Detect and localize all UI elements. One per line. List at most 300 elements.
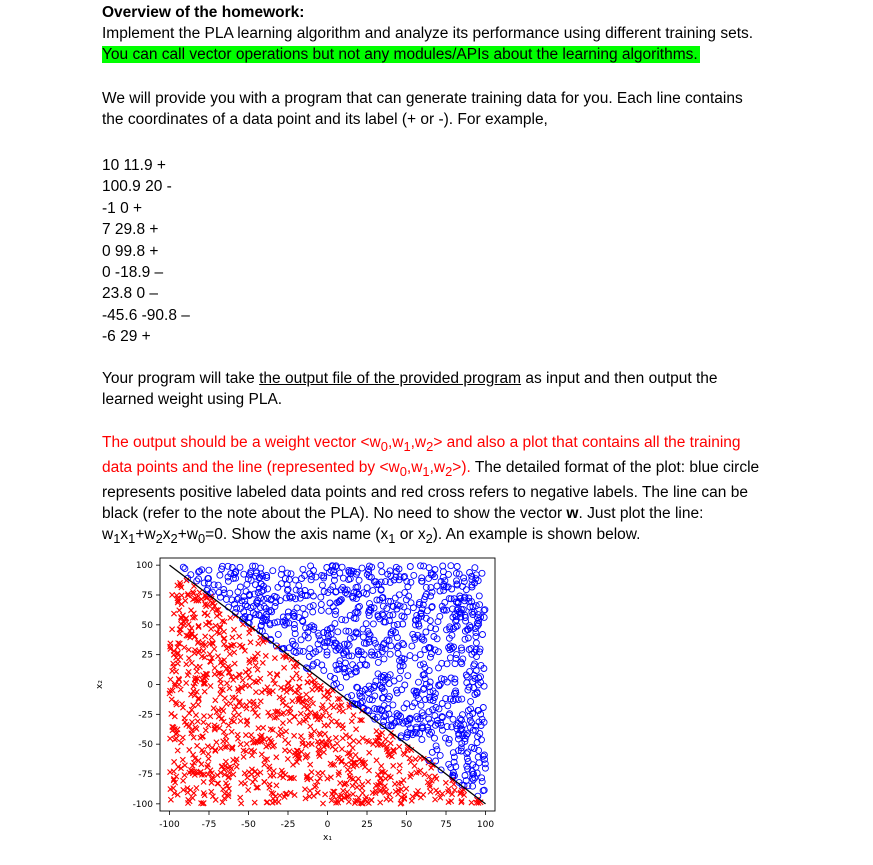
negative-point bbox=[170, 627, 175, 632]
negative-point bbox=[278, 727, 283, 732]
positive-point bbox=[482, 765, 488, 771]
negative-point bbox=[272, 656, 277, 661]
positive-point bbox=[479, 775, 485, 781]
negative-point bbox=[366, 779, 371, 784]
negative-point bbox=[221, 787, 226, 792]
negative-point bbox=[290, 676, 295, 681]
positive-point bbox=[321, 667, 327, 673]
positive-point bbox=[370, 621, 376, 627]
negative-point bbox=[215, 773, 220, 778]
negative-point bbox=[216, 781, 221, 786]
positive-point bbox=[454, 564, 460, 570]
example-line: 100.9 20 - bbox=[102, 178, 172, 196]
positive-point bbox=[419, 737, 425, 743]
negative-point bbox=[354, 727, 359, 732]
negative-point bbox=[283, 703, 288, 708]
negative-point bbox=[172, 759, 177, 764]
x-tick-label: -50 bbox=[241, 820, 256, 830]
negative-point bbox=[191, 703, 196, 708]
negative-point bbox=[209, 789, 214, 794]
positive-point bbox=[360, 634, 366, 640]
y-tick-label: 25 bbox=[141, 650, 153, 661]
negative-point bbox=[236, 712, 241, 717]
positive-point bbox=[347, 635, 353, 641]
negative-point bbox=[203, 634, 208, 639]
positive-point bbox=[454, 652, 460, 658]
negative-point bbox=[397, 769, 402, 774]
negative-point bbox=[274, 755, 279, 760]
positive-point bbox=[387, 651, 393, 657]
negative-point bbox=[323, 792, 328, 797]
positive-point bbox=[388, 643, 394, 649]
negative-point bbox=[304, 692, 309, 697]
program-text-line-2: learned weight using PLA. bbox=[102, 390, 283, 408]
negative-point bbox=[298, 734, 303, 739]
negative-point bbox=[308, 762, 313, 767]
positive-point bbox=[418, 702, 424, 708]
negative-point bbox=[201, 779, 206, 784]
negative-point bbox=[367, 750, 372, 755]
negative-point bbox=[229, 729, 234, 734]
negative-point bbox=[193, 713, 198, 718]
negative-point bbox=[231, 627, 236, 632]
positive-point bbox=[235, 589, 241, 595]
positive-point bbox=[433, 743, 439, 749]
negative-point bbox=[194, 669, 199, 674]
positive-point bbox=[411, 572, 417, 578]
positive-point bbox=[302, 612, 308, 618]
negative-point bbox=[189, 660, 194, 665]
negative-point bbox=[305, 680, 310, 685]
negative-point bbox=[285, 756, 290, 761]
negative-point bbox=[262, 762, 267, 767]
output-text-line-5: $w_1x_1+w_2x_2+w_0=0$. Show the axis name ($x_1$ or $x_2$). An example is shown below. bbox=[102, 525, 641, 546]
negative-point bbox=[218, 677, 223, 682]
output-text-line-2: data points and the line (represented by $<w_0,w_1,w_2>$). The detailed format of the plot: blue circle bbox=[102, 458, 760, 479]
positive-point bbox=[311, 568, 317, 574]
negative-point bbox=[258, 699, 263, 704]
negative-point bbox=[316, 771, 321, 776]
positive-point bbox=[467, 669, 473, 675]
positive-point bbox=[321, 589, 327, 595]
positive-point bbox=[437, 613, 443, 619]
negative-point bbox=[340, 726, 345, 731]
negative-point bbox=[294, 671, 299, 676]
positive-point bbox=[300, 605, 306, 611]
negative-point bbox=[252, 777, 257, 782]
negative-point bbox=[322, 731, 327, 736]
negative-point bbox=[235, 736, 240, 741]
positive-point bbox=[405, 673, 411, 679]
intro-text: Implement the PLA learning algorithm and analyze its performance using different training sets. bbox=[102, 25, 754, 42]
negative-point bbox=[231, 757, 236, 762]
negative-point bbox=[243, 683, 248, 688]
negative-point bbox=[309, 742, 314, 747]
negative-point bbox=[333, 747, 338, 752]
positive-point bbox=[339, 564, 345, 570]
positive-point bbox=[423, 629, 429, 635]
positive-point bbox=[448, 675, 454, 681]
y-axis-ticks bbox=[133, 561, 160, 810]
positive-point bbox=[416, 679, 422, 685]
negative-point bbox=[201, 714, 206, 719]
negative-point bbox=[182, 773, 187, 778]
negative-point bbox=[256, 641, 261, 646]
positive-point bbox=[206, 567, 212, 573]
negative-point bbox=[310, 687, 315, 692]
example-line: -6 29 + bbox=[102, 328, 151, 346]
positive-point bbox=[229, 565, 235, 571]
negative-point bbox=[228, 701, 233, 706]
negative-point bbox=[178, 687, 183, 692]
negative-point bbox=[415, 788, 420, 793]
negative-point bbox=[329, 719, 334, 724]
negative-point bbox=[408, 759, 413, 764]
positive-point bbox=[378, 562, 384, 568]
negative-point bbox=[205, 744, 210, 749]
positive-point bbox=[282, 576, 288, 582]
example-line: -45.6 -90.8 – bbox=[102, 306, 190, 324]
positive-point bbox=[409, 643, 415, 649]
negative-point bbox=[202, 689, 207, 694]
output-text-line-3: represents positive labeled data points and red cross refers to negative labels. The line can be bbox=[102, 483, 748, 501]
x-axis-ticks bbox=[159, 811, 494, 830]
negative-point bbox=[409, 798, 414, 803]
positive-point bbox=[270, 568, 276, 574]
negative-point bbox=[180, 735, 185, 740]
positive-point bbox=[408, 579, 414, 585]
positive-point bbox=[180, 564, 186, 570]
y-tick-label: 75 bbox=[141, 590, 153, 601]
negative-point bbox=[186, 656, 191, 661]
negative-point bbox=[212, 646, 217, 651]
positive-point bbox=[318, 594, 324, 600]
positive-point bbox=[383, 712, 389, 718]
negative-point bbox=[169, 697, 174, 702]
negative-point bbox=[335, 755, 340, 760]
positive-point bbox=[182, 566, 188, 572]
negative-point bbox=[179, 593, 184, 598]
negative-point bbox=[244, 741, 249, 746]
positive-point bbox=[461, 575, 467, 581]
positive-point bbox=[443, 735, 449, 741]
negative-point bbox=[308, 724, 313, 729]
positive-point bbox=[349, 693, 355, 699]
negative-point bbox=[262, 779, 267, 784]
negative-point bbox=[211, 706, 216, 711]
negative-point bbox=[246, 787, 251, 792]
positive-point bbox=[481, 683, 487, 689]
negative-point bbox=[206, 756, 211, 761]
x-tick-label: 0 bbox=[324, 820, 331, 830]
negative-point bbox=[221, 739, 226, 744]
negative-point bbox=[177, 608, 182, 613]
negative-point bbox=[171, 611, 176, 616]
negative-point bbox=[354, 785, 359, 790]
positive-point bbox=[452, 676, 458, 682]
negative-point bbox=[374, 758, 379, 763]
negative-point bbox=[277, 793, 282, 798]
y-tick-label: 50 bbox=[141, 620, 153, 631]
negative-point bbox=[215, 781, 220, 786]
negative-point bbox=[351, 713, 356, 718]
negative-point bbox=[307, 673, 312, 678]
negative-point bbox=[350, 783, 355, 788]
negative-point bbox=[168, 797, 173, 802]
positive-point bbox=[447, 655, 453, 661]
overview-heading: Overview of the homework: bbox=[102, 4, 305, 21]
negative-point bbox=[168, 770, 173, 775]
negative-point bbox=[230, 635, 235, 640]
positive-point bbox=[394, 645, 400, 651]
output-text-line-1: The output should be a weight vector $<w_0,w_1,w_2>$ and also a plot that contains all the training bbox=[102, 433, 741, 454]
negative-point bbox=[172, 714, 177, 719]
negative-point bbox=[281, 710, 286, 715]
negative-point bbox=[238, 718, 243, 723]
negative-point bbox=[194, 785, 199, 790]
negative-point bbox=[244, 706, 249, 711]
chart-svg bbox=[80, 555, 520, 855]
positive-point bbox=[306, 654, 312, 660]
y-tick-label: -75 bbox=[138, 770, 153, 781]
negative-point bbox=[388, 797, 393, 802]
negative-point bbox=[243, 733, 248, 738]
y-tick-label: -100 bbox=[132, 799, 153, 810]
positive-point bbox=[381, 656, 387, 662]
positive-point bbox=[437, 752, 443, 758]
negative-point bbox=[292, 714, 297, 719]
positive-point bbox=[343, 617, 349, 623]
negative-point bbox=[238, 795, 243, 800]
negative-point bbox=[195, 743, 200, 748]
positive-point bbox=[481, 752, 487, 758]
negative-point bbox=[302, 787, 307, 792]
negative-point bbox=[209, 635, 214, 640]
negative-point bbox=[249, 732, 254, 737]
negative-point bbox=[260, 660, 265, 665]
positive-point bbox=[356, 577, 362, 583]
negative-point bbox=[214, 740, 219, 745]
negative-point bbox=[234, 764, 239, 769]
negative-point bbox=[239, 801, 244, 806]
negative-point bbox=[252, 800, 257, 805]
example-line: 10 11.9 + bbox=[102, 157, 166, 174]
negative-point bbox=[404, 786, 409, 791]
negative-point bbox=[184, 680, 189, 685]
negative-point bbox=[359, 785, 364, 790]
positive-point bbox=[439, 701, 445, 707]
negative-point bbox=[221, 629, 226, 634]
x-tick-label: -25 bbox=[280, 820, 296, 830]
negative-point bbox=[307, 788, 312, 793]
positive-point bbox=[318, 607, 324, 613]
negative-point bbox=[247, 630, 252, 635]
negative-point bbox=[282, 748, 287, 753]
positive-point bbox=[440, 563, 446, 569]
negative-point bbox=[413, 757, 418, 762]
positive-point bbox=[300, 566, 306, 572]
negative-point bbox=[322, 723, 327, 728]
negative-point bbox=[433, 797, 438, 802]
negative-point bbox=[267, 764, 272, 769]
negative-point bbox=[170, 592, 175, 597]
negative-point bbox=[263, 653, 268, 658]
positive-point bbox=[473, 640, 479, 646]
negative-point bbox=[391, 763, 396, 768]
negative-point bbox=[215, 654, 220, 659]
y-tick-label: 100 bbox=[135, 561, 153, 572]
negative-point bbox=[378, 800, 383, 805]
positive-point bbox=[370, 588, 376, 594]
example-list bbox=[102, 155, 770, 348]
positive-point bbox=[432, 735, 438, 741]
negative-point bbox=[282, 665, 287, 670]
x-tick-label: 100 bbox=[476, 820, 495, 830]
positive-point bbox=[296, 583, 302, 589]
negative-point bbox=[210, 794, 215, 799]
negative-point bbox=[239, 780, 244, 785]
positive-point bbox=[375, 659, 381, 665]
negative-point bbox=[300, 738, 305, 743]
positive-point bbox=[332, 621, 338, 627]
negative-point bbox=[182, 716, 187, 721]
positive-point bbox=[298, 637, 304, 643]
positive-point bbox=[428, 651, 434, 657]
negative-point bbox=[443, 780, 448, 785]
negative-point bbox=[168, 736, 173, 741]
positive-point bbox=[363, 621, 369, 627]
example-line: 0 -18.9 – bbox=[102, 264, 164, 282]
negative-point bbox=[206, 723, 211, 728]
negative-point bbox=[197, 590, 202, 595]
positive-point bbox=[278, 581, 284, 587]
positive-point bbox=[405, 609, 411, 615]
negative-point bbox=[287, 749, 292, 754]
provide-text-line-1: We will provide you with a program that can generate training data for you. Each line contains bbox=[102, 90, 743, 107]
negative-point bbox=[197, 664, 202, 669]
negative-point bbox=[219, 671, 224, 676]
negative-point bbox=[179, 740, 184, 745]
positive-point bbox=[205, 580, 211, 586]
negative-point bbox=[287, 718, 292, 723]
positive-point bbox=[391, 678, 397, 684]
y-tick-label: 0 bbox=[147, 680, 153, 691]
negative-point bbox=[191, 611, 196, 616]
negative-point bbox=[271, 768, 276, 773]
negative-point bbox=[180, 757, 185, 762]
positive-point bbox=[338, 684, 344, 690]
negative-point bbox=[196, 702, 201, 707]
negative-point bbox=[379, 763, 384, 768]
x-axis-label: x₁ bbox=[323, 833, 332, 843]
negative-point bbox=[238, 742, 243, 747]
positive-point bbox=[396, 592, 402, 598]
positive-point bbox=[292, 642, 298, 648]
negative-point bbox=[183, 598, 188, 603]
negative-point bbox=[240, 678, 245, 683]
negative-point bbox=[208, 714, 213, 719]
example-line: 23.8 0 – bbox=[102, 285, 159, 303]
positive-point bbox=[275, 631, 281, 637]
negative-point bbox=[203, 728, 208, 733]
negative-point bbox=[248, 640, 253, 645]
example-line: 0 99.8 + bbox=[102, 242, 159, 260]
negative-point bbox=[241, 754, 246, 759]
positive-point bbox=[359, 565, 365, 571]
positive-point bbox=[432, 713, 438, 719]
positive-point bbox=[433, 758, 439, 764]
x-tick-label: -75 bbox=[201, 820, 217, 830]
negative-point bbox=[280, 721, 285, 726]
negative-point bbox=[175, 748, 180, 753]
negative-point bbox=[320, 801, 325, 806]
positive-point bbox=[477, 602, 483, 608]
positive-point bbox=[217, 572, 223, 578]
positive-point bbox=[319, 582, 325, 588]
negative-point bbox=[195, 719, 200, 724]
positive-point bbox=[291, 610, 297, 616]
positive-point bbox=[225, 563, 231, 569]
x-tick-label: 75 bbox=[440, 820, 452, 830]
negative-point bbox=[317, 776, 322, 781]
negative-point bbox=[213, 797, 218, 802]
negative-point bbox=[298, 711, 303, 716]
negative-point bbox=[402, 793, 407, 798]
program-text-line-1: Your program will take the output file of the provided program as input and then output the bbox=[102, 369, 718, 387]
provided-program-link[interactable]: the output file of the provided program bbox=[259, 369, 522, 387]
pla-scatter-chart bbox=[80, 555, 520, 855]
negative-point bbox=[168, 641, 173, 646]
positive-point bbox=[463, 672, 469, 678]
positive-point bbox=[237, 564, 243, 570]
positive-point bbox=[479, 737, 485, 743]
negative-point bbox=[267, 671, 272, 676]
negative-point bbox=[274, 783, 279, 788]
highlighted-rule: You can call vector operations but not any modules/APIs about the learning algorithms. bbox=[102, 46, 698, 63]
negative-point bbox=[347, 742, 352, 747]
positive-point bbox=[379, 569, 385, 575]
positive-point bbox=[407, 564, 413, 570]
negative-point bbox=[327, 713, 332, 718]
positive-point bbox=[448, 563, 454, 569]
negative-point bbox=[267, 785, 272, 790]
negative-point bbox=[432, 774, 437, 779]
positive-point bbox=[215, 582, 221, 588]
negative-point bbox=[264, 744, 269, 749]
positive-point bbox=[327, 600, 333, 606]
y-axis-label: x₂ bbox=[95, 680, 105, 689]
positive-point bbox=[417, 652, 423, 658]
negative-point bbox=[218, 746, 223, 751]
positive-point bbox=[479, 570, 485, 576]
positive-point bbox=[286, 577, 292, 583]
negative-point bbox=[284, 729, 289, 734]
positive-point bbox=[476, 760, 482, 766]
x-tick-label: 50 bbox=[400, 820, 413, 830]
negative-point bbox=[397, 744, 402, 749]
negative-point bbox=[397, 763, 402, 768]
positive-point bbox=[445, 703, 451, 709]
negative-point bbox=[220, 663, 225, 668]
negative-point bbox=[213, 698, 218, 703]
positive-point bbox=[359, 699, 365, 705]
negative-point bbox=[346, 799, 351, 804]
negative-point bbox=[179, 701, 184, 706]
positive-point bbox=[283, 595, 289, 601]
example-line: 7 29.8 + bbox=[102, 221, 159, 239]
positive-point bbox=[241, 571, 247, 577]
negative-point bbox=[428, 789, 433, 794]
